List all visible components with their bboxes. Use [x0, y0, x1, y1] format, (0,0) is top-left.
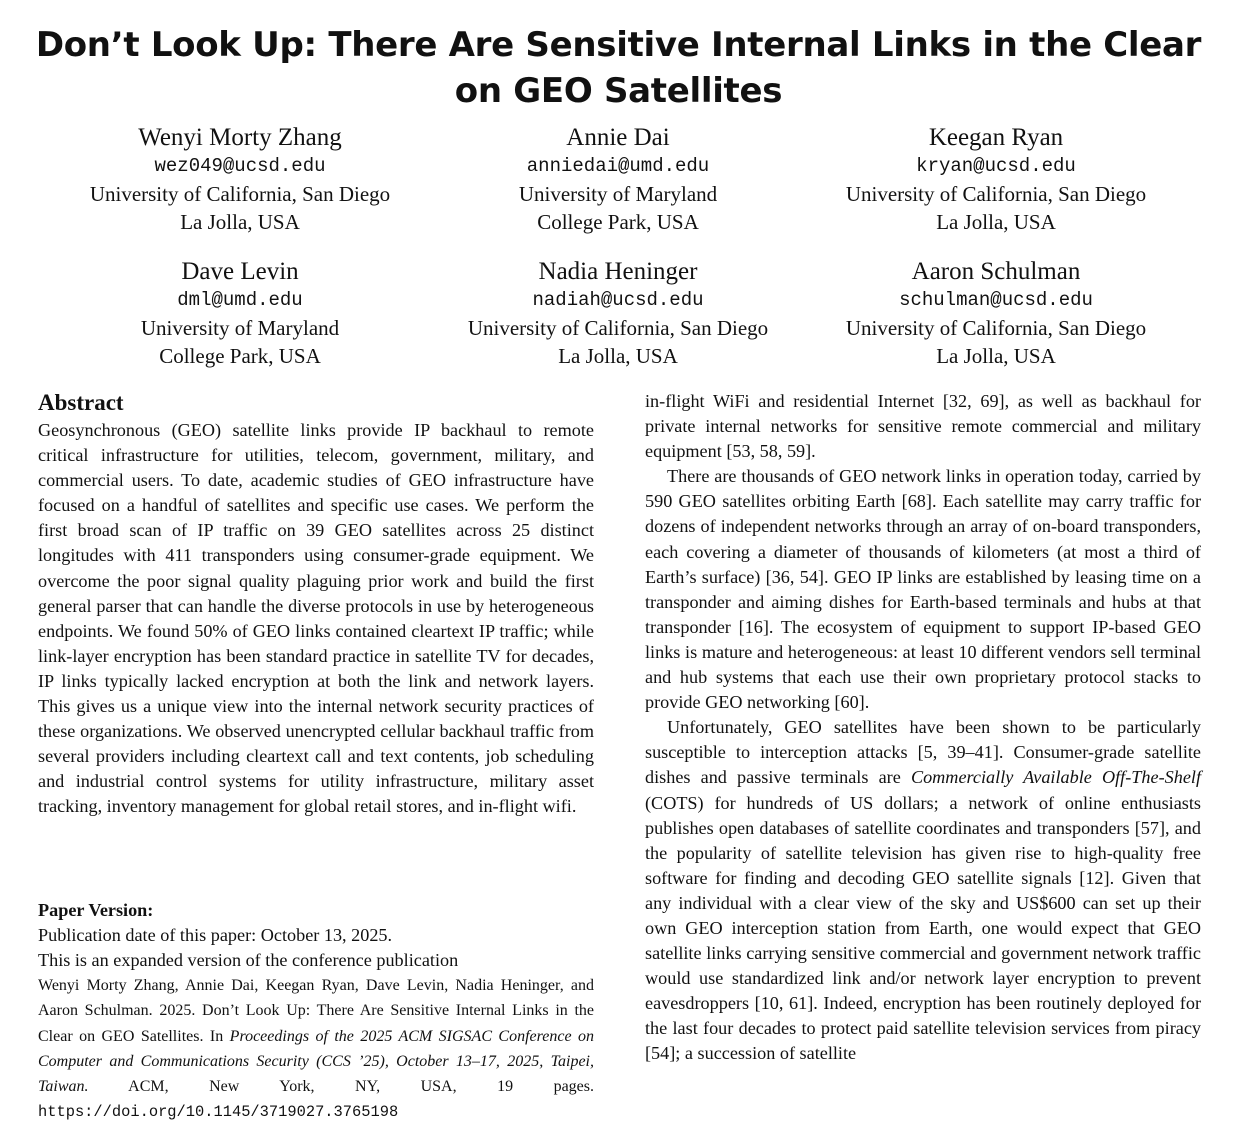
- author-location: College Park, USA: [537, 210, 699, 234]
- author-email: anniedai@umd.edu: [526, 155, 710, 177]
- author-name: Nadia Heninger: [538, 258, 698, 285]
- author-location: La Jolla, USA: [936, 344, 1056, 368]
- cots-term: Commercially Available Off-The-Shelf: [910, 767, 1201, 788]
- author-affiliation: University of California, San Diego: [845, 316, 1147, 340]
- publication-date: Publication date of this paper: October 13, 2025.: [38, 925, 393, 945]
- abstract-text: Geosynchronous (GEO) satellite links provide IP backhaul to remote critical infrastructure for utilities, telecom, government, military, and commercial users. To date, academic studies of GEO infrastructure have focused on a handful of satellites and specific use cases. We perform the first broad scan of IP traffic on 39 GEO satellites across 25 distinct longitudes with 411 transponders using consumer-grade equipment. We overcome the poor signal quality plaguing prior work and build the first general parser that can handle the diverse protocols in use by heterogeneous endpoints. We found 50% of GEO links contained cleartext IP traffic; while link-layer encryption has been standard practice in satellite TV for decades, IP links typically lacked encryption at both the link and network layers. This gives us a unique view into the internal network security practices of these organizations. We observed unencrypted cellular backhaul traffic from several providers including cleartext call and text contents, job scheduling and industrial control systems for utility infrastructure, military asset tracking, inventory management for global retail stores, and in-flight wifi.: [38, 420, 594, 817]
- citation-publisher: ACM, New York, NY, USA, 19 pages.: [88, 1078, 594, 1095]
- author-affiliation: University of Maryland: [518, 182, 718, 206]
- intro-paragraph-3: [645, 715, 1201, 1066]
- expanded-version-note: This is an expanded version of the conference publication: [38, 950, 459, 971]
- author-affiliation: University of Maryland: [140, 316, 340, 340]
- doi-link[interactable]: https://doi.org/10.1145/3719027.3765198: [38, 1103, 399, 1122]
- author-name: Keegan Ryan: [928, 124, 1064, 151]
- citation-authors: Wenyi Morty Zhang, Annie Dai, Keegan Ryan, Dave Levin, Nadia Heninger, and Aaron Schulman. 2025. Don’t Look Up: There Are Sensitive Internal Links in the Clear on GEO Satellites. In: [38, 977, 594, 1045]
- author-block: [428, 124, 808, 236]
- author-affiliation: University of California, San Diego: [845, 182, 1147, 206]
- author-email: nadiah@ucsd.edu: [532, 289, 704, 311]
- author-email: kryan@ucsd.edu: [916, 155, 1076, 177]
- author-email: schulman@ucsd.edu: [899, 289, 1093, 311]
- author-block: [50, 258, 430, 370]
- intro-paragraph-3-b: (COTS) for hundreds of US dollars; a network of online enthusiasts publishes open databases of satellite coordinates and transponders [57], and the popularity of satellite television has given rise to high-quality free software for finding and decoding GEO satellite signals [12]. Given that any individual with a clear view of the sky and US$600 can set up their own GEO interception station from Earth, one would expect that GEO satellite links carrying sensitive commercial and government network traffic would use standardized link and/or network layer encryption to prevent eavesdroppers [10, 61]. Indeed, encryption has been routinely deployed for the last four decades to protect paid satellite television services from piracy [54]; a succession of satellite: [645, 792, 1201, 1064]
- author-name: Annie Dai: [566, 124, 670, 151]
- author-block: [50, 124, 430, 236]
- left-column: [38, 390, 594, 820]
- author-block: [806, 124, 1186, 236]
- intro-paragraph-1: in-flight WiFi and residential Internet [32, 69], as well as backhaul for private internal networks for sensitive remote commercial and military equipment [53, 58, 59].: [645, 391, 1201, 462]
- author-location: La Jolla, USA: [936, 210, 1056, 234]
- intro-paragraph-2: There are thousands of GEO network links in operation today, carried by 590 GEO satellites orbiting Earth [68]. Each satellite may carry traffic for dozens of independent networks through an array of on-board transponders, each covering a diameter of thousands of kilometers (at most a third of Earth’s surface) [36, 54]. GEO IP links are established by leasing time on a transponder and aiming dishes for Earth-based terminals and hubs at that transponder [16]. The ecosystem of equipment to support IP-based GEO links is mature and heterogeneous: at least 10 different vendors sell terminal and hub systems that each use their own proprietary protocol stacks to provide GEO networking [60].: [645, 466, 1201, 713]
- right-column: [645, 389, 1201, 1067]
- author-email: wez049@ucsd.edu: [154, 155, 326, 177]
- author-block: [806, 258, 1186, 370]
- intro-paragraph-3-a: Unfortunately, GEO satellites have been shown to be particularly susceptible to interception attacks [5, 39–41]. Consumer-grade satellite dishes and passive terminals are: [645, 717, 1201, 788]
- author-location: College Park, USA: [159, 344, 321, 368]
- author-block: [428, 258, 808, 370]
- author-email: dml@umd.edu: [177, 289, 303, 311]
- author-location: La Jolla, USA: [558, 344, 678, 368]
- author-name: Dave Levin: [181, 258, 299, 285]
- author-affiliation: University of California, San Diego: [89, 182, 391, 206]
- author-location: La Jolla, USA: [180, 210, 300, 234]
- author-affiliation: University of California, San Diego: [467, 316, 769, 340]
- citation-venue: Proceedings of the 2025 ACM SIGSAC Conference on Computer and Communications Security (CCS ’25), October 13–17, 2025, Taipei, Taiwan.: [38, 1027, 595, 1095]
- paper-title: Don’t Look Up: There Are Sensitive Internal Links in the Clear on GEO Satellites: [35, 25, 1202, 111]
- paper-version-heading: Paper Version:: [38, 900, 154, 920]
- author-name: Aaron Schulman: [911, 258, 1081, 285]
- citation: [38, 973, 594, 1125]
- abstract-heading: Abstract: [38, 390, 124, 415]
- paper-version-block: [38, 898, 594, 1125]
- author-name: Wenyi Morty Zhang: [138, 124, 342, 151]
